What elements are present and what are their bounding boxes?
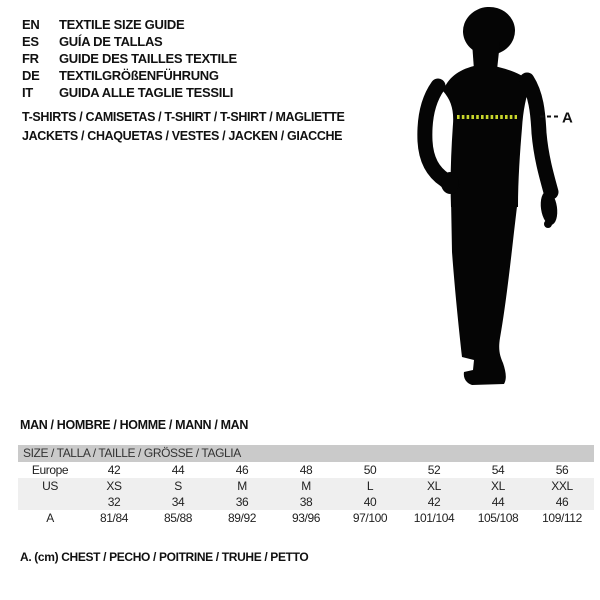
cell: 50 (363, 463, 377, 477)
category-line-tshirts: T-SHIRTS / CAMISETAS / T-SHIRT / T-SHIRT / MAGLIETTE (22, 110, 345, 124)
language-label: TEXTILE SIZE GUIDE (59, 17, 185, 32)
table-row-us (18, 478, 594, 494)
cell: 81/84 (99, 511, 129, 525)
size-table (18, 445, 594, 526)
cell: 54 (491, 463, 505, 477)
category-line-jackets: JACKETS / CHAQUETAS / VESTES / JACKEN / GIACCHE (22, 129, 343, 143)
chest-footnote: A. (cm) CHEST / PECHO / POITRINE / TRUHE / PETTO (20, 550, 309, 564)
cell: 42 (107, 463, 121, 477)
table-row-europe (18, 462, 594, 478)
cell: 105/108 (477, 511, 519, 525)
cell: 46 (235, 463, 249, 477)
man-silhouette-icon (425, 5, 559, 385)
row-label (18, 494, 82, 510)
cell: M (210, 478, 274, 494)
cell: 46 (530, 494, 594, 510)
row-label: Europe (31, 463, 69, 477)
cell: 52 (427, 463, 441, 477)
language-label: GUÍA DE TALLAS (59, 34, 163, 49)
language-code: ES (22, 34, 39, 49)
language-label: GUIDA ALLE TAGLIE TESSILI (59, 85, 234, 100)
cell: XL (466, 478, 530, 494)
cell: XS (82, 478, 146, 494)
language-label: TEXTILGRÖßENFÜHRUNG (59, 68, 219, 83)
size-table-header: SIZE / TALLA / TAILLE / GRÖSSE / TAGLIA (18, 445, 594, 462)
cell: 85/88 (163, 511, 193, 525)
cell: XXL (530, 478, 594, 494)
language-label: GUIDE DES TAILLES TEXTILE (59, 51, 237, 66)
cell: 97/100 (352, 511, 388, 525)
size-table-header-row (18, 445, 594, 462)
section-title: MAN / HOMBRE / HOMME / MANN / MAN (20, 418, 249, 432)
language-code: DE (22, 68, 40, 83)
cell: M (274, 478, 338, 494)
cell: 48 (299, 463, 313, 477)
cell: 38 (274, 494, 338, 510)
language-code: EN (22, 17, 40, 32)
cell: 40 (338, 494, 402, 510)
language-code: IT (22, 85, 33, 100)
table-row-chest (18, 510, 594, 526)
cell: S (146, 478, 210, 494)
cell: L (338, 478, 402, 494)
cell: 44 (171, 463, 185, 477)
measure-label-a: A (562, 109, 573, 127)
cell: 109/112 (542, 511, 582, 525)
cell: 56 (555, 463, 569, 477)
cell: 101/104 (413, 511, 455, 525)
row-label: US (18, 478, 82, 494)
cell: XL (402, 478, 466, 494)
cell: 32 (82, 494, 146, 510)
cell: 34 (146, 494, 210, 510)
table-row-us-numeric (18, 494, 594, 510)
cell: 93/96 (291, 511, 321, 525)
cell: 42 (402, 494, 466, 510)
language-code: FR (22, 51, 39, 66)
cell: 89/92 (227, 511, 257, 525)
cell: 44 (466, 494, 530, 510)
row-label: A (46, 511, 54, 525)
cell: 36 (210, 494, 274, 510)
